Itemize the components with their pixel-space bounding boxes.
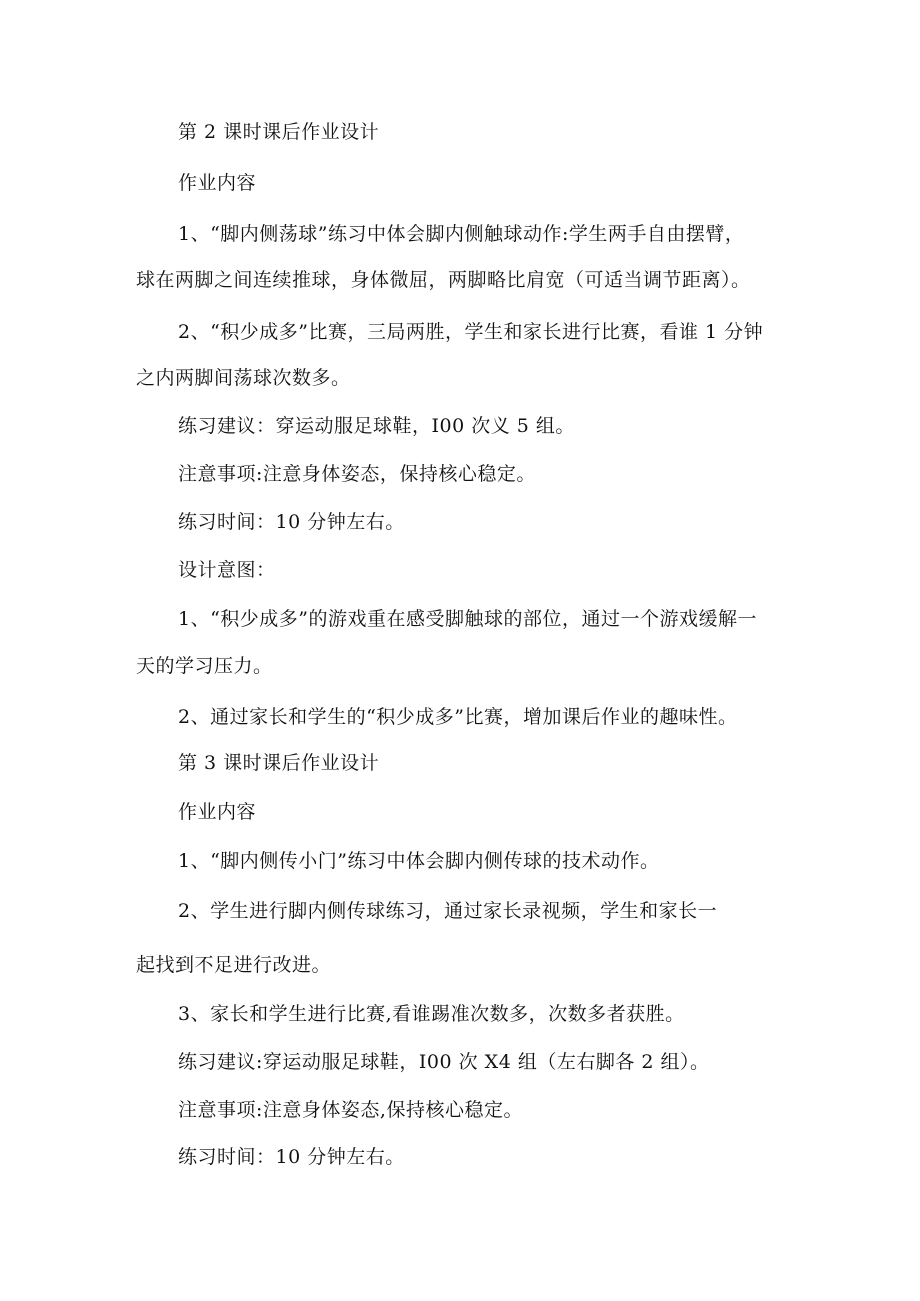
paragraph-line: 之内两脚间荡球次数多。 <box>136 367 351 389</box>
practice-suggestion: 练习建议：穿运动服足球鞋，I00 次义 5 组。 <box>178 415 575 437</box>
paragraph-line: 1、“积少成多”的游戏重在感受脚触球的部位，通过一个游戏缓解一 <box>178 608 758 630</box>
paragraph-line: 1、“脚内侧传小门”练习中体会脚内侧传球的技术动作。 <box>178 850 660 872</box>
paragraph-line: 2、“积少成多”比赛，三局两胜，学生和家长进行比赛，看谁 1 分钟 <box>178 321 764 343</box>
paragraph-line: 3、家长和学生进行比赛,看谁踢准次数多，次数多者获胜。 <box>178 1003 685 1025</box>
paragraph-line: 起找到不足进行改进。 <box>136 954 332 976</box>
precautions: 注意事项:注意身体姿态，保持核心稳定。 <box>178 463 536 485</box>
paragraph-line: 天的学习压力。 <box>136 655 273 677</box>
paragraph-line: 1、“脚内侧荡球”练习中体会脚内侧触球动作:学生两手自由摆臂， <box>178 223 745 245</box>
lesson-3-heading: 第 3 课时课后作业设计 <box>178 752 380 774</box>
lesson-2-heading: 第 2 课时课后作业设计 <box>178 121 380 143</box>
precautions: 注意事项:注意身体姿态,保持核心稳定。 <box>178 1099 523 1121</box>
homework-content-label: 作业内容 <box>178 801 257 823</box>
paragraph-line: 2、通过家长和学生的“积少成多”比赛，增加课后作业的趣味性。 <box>178 706 738 728</box>
paragraph-line: 球在两脚之间连续推球，身体微屈，两脚略比肩宽（可适当调节距离）。 <box>136 269 751 291</box>
practice-time: 练习时间：10 分钟左右。 <box>178 1146 405 1168</box>
homework-content-label: 作业内容 <box>178 172 257 194</box>
paragraph-line: 2、学生进行脚内侧传球练习，通过家长录视频，学生和家长一 <box>178 900 718 922</box>
practice-time: 练习时间：10 分钟左右。 <box>178 511 405 533</box>
design-intent-label: 设计意图： <box>178 559 276 581</box>
practice-suggestion: 练习建议:穿运动服足球鞋，I00 次 X4 组（左右脚各 2 组）。 <box>178 1051 710 1073</box>
